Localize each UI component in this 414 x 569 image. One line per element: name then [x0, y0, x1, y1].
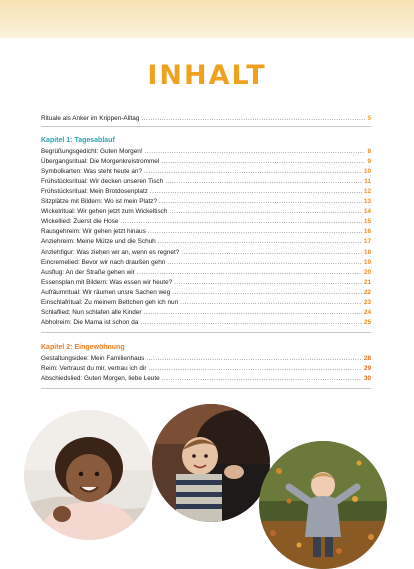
- toc-entry-title: Begrüßungsgedicht: Guten Morgen!: [41, 148, 143, 156]
- toc-entry-title: Aufräumritual: Wir räumen unsre Sachen weg: [41, 288, 171, 296]
- toc-entry-title: Frühstücksritual: Mein Brotdosenplatz: [41, 188, 148, 196]
- leader-dots: [148, 227, 362, 237]
- toc-entry-page: 28: [363, 354, 371, 362]
- toc-entry-page: 16: [363, 228, 371, 236]
- toc-entry[interactable]: [41, 364, 371, 374]
- toc-entry[interactable]: [41, 237, 371, 247]
- chapter1-heading: Kapitel 1: Tagesablauf: [41, 137, 115, 145]
- toc-entry-page: 30: [363, 374, 371, 382]
- toc-entry-title: Sitzplätze mit Bildern: Wo ist mein Platz?: [41, 198, 158, 206]
- toc-entry[interactable]: [41, 248, 371, 258]
- leader-dots: [169, 207, 361, 217]
- toc-entry[interactable]: [41, 187, 371, 197]
- toc-entry-intro[interactable]: [41, 114, 371, 124]
- toc-entry-page: 25: [363, 318, 371, 326]
- toc-entry-title: Essensplan mit Bildern: Was essen wir heute?: [41, 278, 173, 286]
- chapter2-heading: Kapitel 2: Eingewöhnung: [41, 343, 125, 351]
- toc-entry[interactable]: [41, 227, 371, 237]
- toc-entry-title: Wickelritual: Wir gehen jetzt zum Wickeltisch: [41, 208, 168, 216]
- toc-entry-title: Frühstücksritual: Wir decken unseren Tisch: [41, 178, 164, 186]
- toc-entry-page: 9: [367, 158, 371, 166]
- leader-dots: [146, 354, 362, 364]
- leader-dots: [172, 288, 362, 298]
- toc-entry[interactable]: [41, 167, 371, 177]
- chapter2-entries: [41, 354, 371, 384]
- toc-entry-page: 15: [363, 218, 371, 226]
- divider: [41, 388, 371, 389]
- toc-entry-page: 12: [363, 188, 371, 196]
- leader-dots: [144, 167, 362, 177]
- leader-dots: [158, 237, 362, 247]
- toc-entry-title: Rituale als Anker im Krippen-Alltag: [41, 115, 140, 122]
- toc-entry[interactable]: [41, 217, 371, 227]
- leader-dots: [165, 177, 362, 187]
- toc-entry-title: Eincremelied: Bevor wir nach draußen gehn: [41, 258, 166, 266]
- toc-entry[interactable]: [41, 354, 371, 364]
- toc-entry-title: Symbolkarten: Was steht heute an?: [41, 168, 143, 176]
- leader-dots: [137, 268, 362, 278]
- leader-dots: [181, 248, 362, 258]
- toc-entry-page: 8: [367, 148, 371, 156]
- toc-entry[interactable]: [41, 288, 371, 298]
- toc-entry-title: Schlaflied: Nun schlafen alle Kinder: [41, 308, 142, 316]
- leader-dots: [145, 147, 366, 157]
- toc-entry-title: Rausgehreim: Wir gehen jetzt hinaus: [41, 228, 146, 236]
- leader-dots: [150, 187, 362, 197]
- toc-entry-page: 5: [367, 115, 371, 122]
- toc-entry-title: Abholreim: Die Mama ist schon da: [41, 318, 139, 326]
- photo-toddler-autumn-leaves: [259, 441, 387, 569]
- toc-entry-page: 22: [363, 288, 371, 296]
- leader-dots: [180, 298, 362, 308]
- toc-entry-page: 10: [363, 168, 371, 176]
- toc-entry-page: 24: [363, 308, 371, 316]
- toc-entry-title: Gestaltungsidee: Mein Familienhaus: [41, 354, 145, 362]
- leader-dots: [167, 258, 362, 268]
- toc-entry-title: Anziehreim: Meine Mütze und die Schuh: [41, 238, 156, 246]
- toc-entry-page: 21: [363, 278, 371, 286]
- toc-entry[interactable]: [41, 268, 371, 278]
- toc-entry[interactable]: [41, 207, 371, 217]
- toc-entry[interactable]: [41, 278, 371, 288]
- leader-dots: [144, 308, 362, 318]
- toc-entry[interactable]: [41, 197, 371, 207]
- leader-dots: [161, 157, 365, 167]
- toc-entry[interactable]: [41, 147, 371, 157]
- toc-entry-page: 14: [363, 208, 371, 216]
- toc-entry-page: 23: [363, 298, 371, 306]
- toc-entry-title: Übergangsritual: Die Morgenkreistrommel: [41, 158, 160, 166]
- leader-dots: [148, 364, 361, 374]
- toc-entry[interactable]: [41, 258, 371, 268]
- toc-entry-page: 18: [363, 248, 371, 256]
- photo-toddler-smiling: [24, 410, 154, 540]
- table-of-contents: [41, 114, 371, 389]
- leader-dots: [120, 217, 361, 227]
- toc-entry[interactable]: [41, 374, 371, 384]
- toc-entry[interactable]: [41, 157, 371, 167]
- toc-entry[interactable]: [41, 177, 371, 187]
- chapter1-entries: [41, 147, 371, 328]
- divider: [41, 126, 371, 127]
- leader-dots: [140, 318, 362, 328]
- toc-entry-page: 29: [363, 364, 371, 372]
- leader-dots: [141, 114, 365, 124]
- toc-entry-page: 20: [363, 268, 371, 276]
- page-title: INHALT: [147, 60, 267, 91]
- divider: [41, 332, 371, 333]
- toc-entry-title: Anziehfigur: Was ziehen wir an, wenn es regnet?: [41, 248, 180, 256]
- toc-entry-title: Abschiedslied: Guten Morgen, liebe Leute: [41, 374, 160, 382]
- toc-entry-page: 17: [363, 238, 371, 246]
- toc-entry[interactable]: [41, 318, 371, 328]
- toc-entry-title: Ausflug: An der Straße gehen wir: [41, 268, 135, 276]
- header-band: [0, 0, 414, 38]
- leader-dots: [162, 374, 362, 384]
- toc-entry-title: Reim: Vertraust du mir, vertrau ich dir: [41, 364, 147, 372]
- toc-entry[interactable]: [41, 298, 371, 308]
- toc-entry-title: Wickellied: Zuerst die Hose: [41, 218, 119, 226]
- toc-entry[interactable]: [41, 308, 371, 318]
- toc-entry-page: 13: [363, 198, 371, 206]
- leader-dots: [174, 278, 362, 288]
- photo-child-with-adult: [152, 404, 270, 522]
- toc-entry-title: Einschlafritual: Zu meinem Bettchen geh ich nun: [41, 298, 179, 306]
- toc-entry-page: 19: [363, 258, 371, 266]
- toc-entry-page: 11: [364, 178, 371, 186]
- leader-dots: [159, 197, 362, 207]
